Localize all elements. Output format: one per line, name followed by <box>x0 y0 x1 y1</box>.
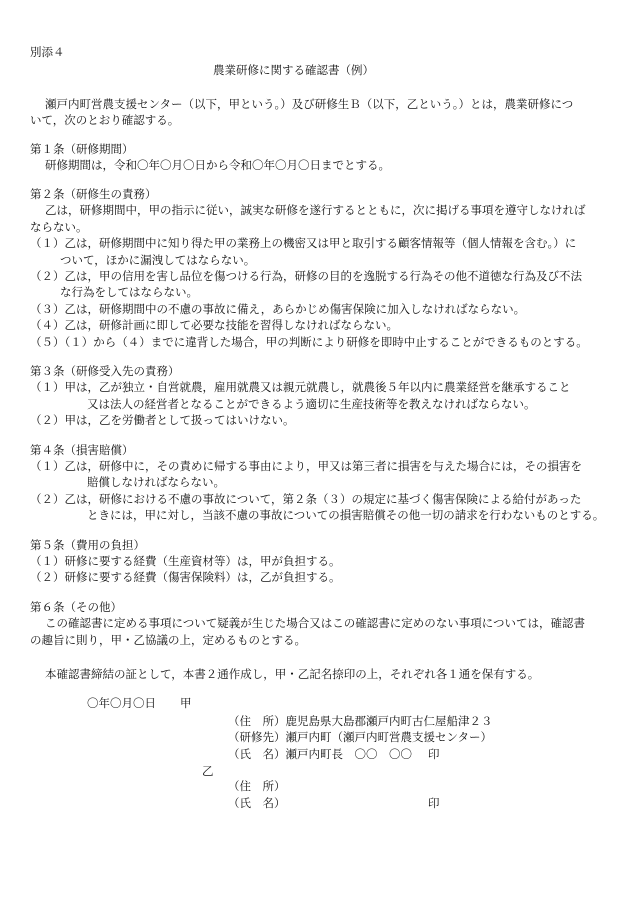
article-4 <box>30 442 620 524</box>
party-a-training-site <box>228 729 492 745</box>
party-a-name <box>228 746 412 762</box>
signature-date: 〇年〇月〇日 <box>87 696 156 710</box>
document-content <box>30 44 620 811</box>
article-6 <box>30 599 620 648</box>
name-label: （氏 名） <box>228 746 286 761</box>
party-b-address-label: （住 所） <box>228 779 286 794</box>
article-item: （３）乙は，研修期間中の不慮の事故に備え，あらかじめ傷害保険に加入しなければならない。 <box>30 301 526 316</box>
article-2 <box>30 186 620 350</box>
address-value: 鹿児島県大島郡瀬戸内町古仁屋船津２３ <box>285 713 493 728</box>
party-b-mark-row <box>30 763 620 779</box>
article-item: （５）（１）から（４）までに違背した場合，甲の判断により研修を即時中止することができるものとする。 <box>30 334 588 349</box>
article-5 <box>30 537 620 586</box>
address-label: （住 所） <box>228 713 286 728</box>
attachment-label: 別添４ <box>30 45 65 59</box>
article-body: 研修期間は，令和〇年〇月〇日から令和〇年〇月〇日までとする。 <box>45 158 390 173</box>
article-1 <box>30 141 620 174</box>
signature-date-row <box>30 695 620 711</box>
article-heading: 第５条（費用の負担） <box>30 537 145 552</box>
party-a-training-site-row <box>30 729 620 745</box>
party-b-name-row <box>30 795 620 811</box>
party-a-name-row <box>30 746 620 762</box>
closing-statement: 本確認書締結の証として，本書２通作成し，甲・乙記名捺印の上，それぞれ各１通を保有する。 <box>45 667 540 682</box>
article-item: （１）甲は，乙が独立・自営就農，雇用就農又は親元就農し，就農後５年以内に農業経営を継承すること 又は法人の経営者となることができるよう適切に生産技術等を教えなければならない。 <box>30 380 571 411</box>
article-item: （２）乙は，研修における不慮の事故について，第２条（３）の規定に基づく傷害保険による給付があった ときには，甲に対し，当該不慮の事故についての損害賠償その他一切の請求を行わないものとする。 <box>30 491 605 523</box>
party-b-address-row <box>30 778 620 794</box>
party-a-address-row <box>30 713 620 729</box>
party-b-seal: 印 <box>428 795 440 810</box>
article-item: （２）研修に要する経費（傷害保険料）は，乙が負担する。 <box>30 570 341 585</box>
preamble: 瀬戸内町営農支援センター（以下，甲という。）及び研修生Ｂ（以下，乙という。）とは，農業研修につ いて，次のとおり確認する。 <box>30 96 574 128</box>
article-item: （１）乙は，研修中に，その責めに帰する事由により，甲又は第三者に損害を与えた場合には，その損害を 賠償しなければならない。 <box>30 459 582 490</box>
article-body: 乙は，研修期間中，甲の指示に従い，誠実な研修を遂行するとともに，次に掲げる事項を遵守しなければ ならない。 <box>30 203 586 234</box>
signature-block <box>30 695 620 811</box>
article-item: （１）乙は，研修期間中に知り得た甲の業務上の機密又は甲と取引する顧客情報等（個人情報を含む。）に ついて，ほかに漏洩してはならない。 <box>30 236 577 267</box>
article-heading: 第１条（研修期間） <box>30 141 134 156</box>
party-a-address <box>228 713 493 729</box>
article-item: （４）乙は，研修計画に即して必要な技能を習得しなければならない。 <box>30 318 398 333</box>
training-site-value: 瀬戸内町（瀬戸内町営農支援センター） <box>285 730 493 745</box>
article-item: （１）研修に要する経費（生産資材等）は，甲が負担する。 <box>30 554 341 569</box>
document-title: 農業研修に関する確認書（例） <box>213 63 374 78</box>
party-b-mark: 乙 <box>202 764 214 779</box>
article-3 <box>30 363 620 429</box>
article-heading: 第４条（損害賠償） <box>30 442 134 457</box>
article-item: （２）乙は，甲の信用を害し品位を傷つける行為，研修の目的を逸脱する行為その他不道徳な行為及び不法 な行為をしてはならない。 <box>30 268 582 300</box>
party-b-name-label: （氏 名） <box>228 795 286 810</box>
training-site-label: （研修先） <box>228 730 286 745</box>
article-body: この確認書に定める事項について疑義が生じた場合又はこの確認書に定めのない事項については，確認書 の趣旨に則り，甲・乙協議の上，定めるものとする。 <box>30 616 586 647</box>
party-a-seal: 印 <box>428 746 440 761</box>
name-value: 瀬戸内町長 〇〇 〇〇 <box>285 746 412 761</box>
article-item: （２）甲は，乙を労働者として扱ってはいけない。 <box>30 413 295 428</box>
article-heading: 第６条（その他） <box>30 599 122 614</box>
article-heading: 第２条（研修生の責務） <box>30 186 157 201</box>
party-a-mark: 甲 <box>180 696 192 710</box>
article-heading: 第３条（研修受入先の責務） <box>30 364 180 378</box>
